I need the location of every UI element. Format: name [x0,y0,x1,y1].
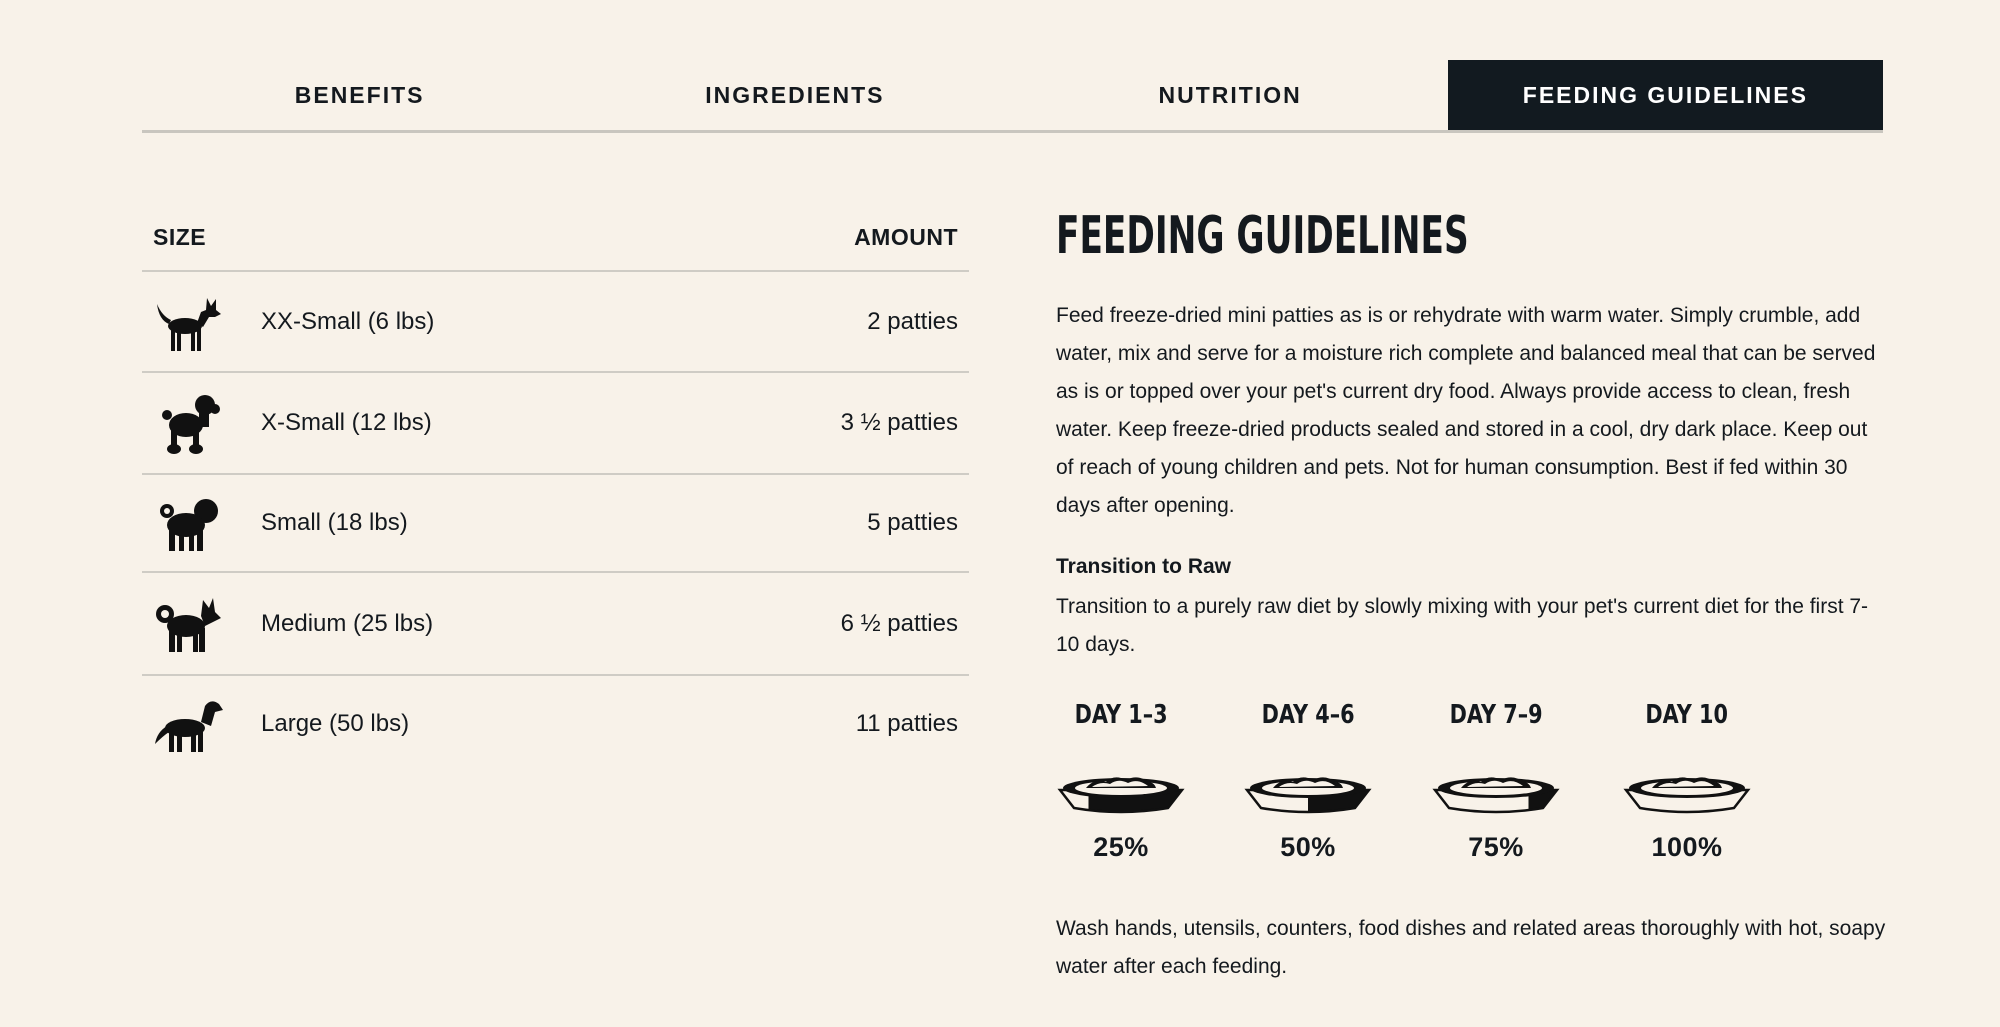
shiba-icon [153,592,223,656]
section-title: FEEDING GUIDELINES [1056,206,1469,266]
day-column [1243,700,1373,863]
bowl-icon [1622,760,1752,816]
size-column-header: SIZE [153,224,207,250]
size-label: Large (50 lbs) [261,709,410,737]
amount-value: 11 patties [855,709,958,737]
tab-nutrition[interactable]: NUTRITION [1158,81,1302,108]
amount-value: 3 ½ patties [840,409,958,436]
percent-label: 50% [1280,832,1336,862]
transition-heading: Transition to Raw [1056,555,1232,578]
day-label: DAY 10 [1645,700,1729,730]
day-column [1431,700,1561,863]
day-label: DAY 7–9 [1449,700,1543,730]
bowl-icon [1431,760,1561,816]
day-label: DAY 4–6 [1261,700,1355,730]
day-label: DAY 1–3 [1074,700,1168,730]
table-row [142,573,969,676]
day-column [1622,700,1752,863]
bowl-icon [1056,760,1186,816]
table-row [142,676,969,771]
size-label: X-Small (12 lbs) [261,409,432,436]
size-label: Small (18 lbs) [261,509,408,536]
feeding-table [142,205,969,771]
tab-ingredients[interactable]: INGREDIENTS [705,81,885,108]
size-label: XX-Small (6 lbs) [261,307,435,335]
table-header [142,205,969,272]
table-row [142,475,969,573]
tab-feeding-guidelines[interactable]: FEEDING GUIDELINES [1448,60,1883,130]
amount-column-header: AMOUNT [854,224,958,250]
percent-label: 100% [1651,832,1723,862]
retriever-icon [153,692,223,756]
percent-label: 75% [1468,832,1524,862]
day-column [1056,700,1186,863]
bowl-icon [1243,760,1373,816]
tab-bar [142,60,1883,133]
table-row [142,272,969,373]
amount-value: 5 patties [867,509,958,536]
chihuahua-icon [153,290,223,354]
poodle-icon [153,391,223,455]
tab-benefits[interactable]: BENEFITS [294,81,425,108]
amount-value: 2 patties [867,307,958,335]
transition-schedule [1056,700,1756,880]
table-row [142,373,969,475]
amount-value: 6 ½ patties [840,609,958,637]
size-label: Medium (25 lbs) [261,609,434,637]
percent-label: 25% [1093,832,1149,862]
transition-paragraph: Transition to a purely raw diet by slowly mixing with your pet's current diet for the first 7-10 days. [1056,595,1869,656]
feeding-guidelines-section [1056,206,1886,978]
hygiene-paragraph: Wash hands, utensils, counters, food dishes and related areas thoroughly with hot, soapy water after each feeding. [1056,917,1886,978]
intro-paragraph: Feed freeze-dried mini patties as is or rehydrate with warm water. Simply crumble, add water, mix and serve for a moisture rich complete and balanced meal that can be served as is or topped over your pet's current dry food. Always provide access to clean, fresh water. Keep freeze-dried products sealed and stored in a cool, dry dark place. Keep out of reach of young children and pets. Not for human consumption. Best if fed within 30 days after opening. [1056,304,1876,517]
pug-icon [153,491,223,555]
